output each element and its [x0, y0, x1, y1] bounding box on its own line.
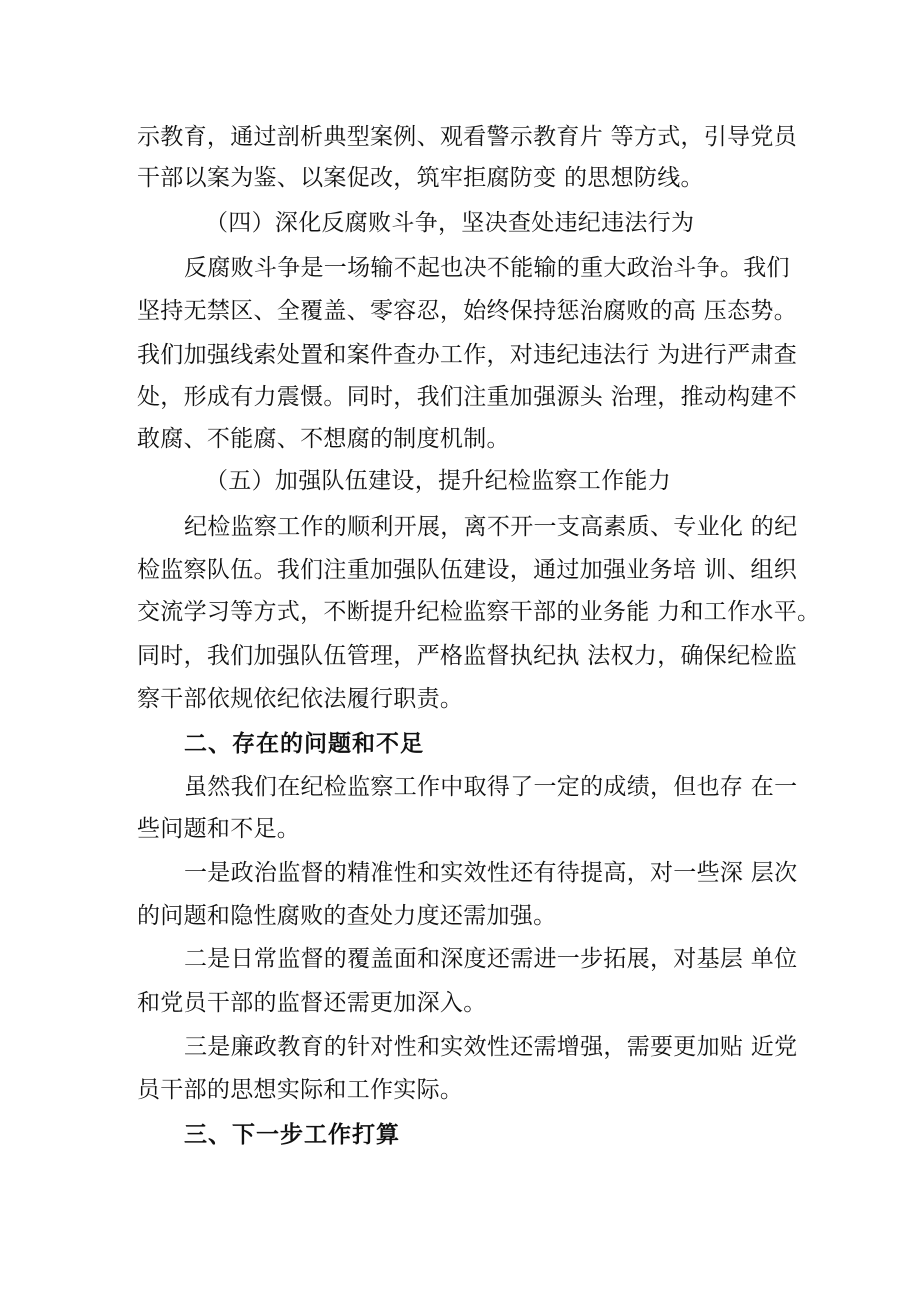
section-subheading-5: （五）加强队伍建设，提升纪检监察工作能力: [205, 468, 671, 494]
paragraph-line: 处，形成有力震慑。同时，我们注重加强源头 治理，推动构建不: [137, 384, 798, 410]
paragraph-line: 我们加强线索处置和案件查办工作，对违纪违法行 为进行严肃查: [137, 342, 798, 368]
paragraph-line: 交流学习等方式，不断提升纪检监察干部的业务能 力和工作水平。: [137, 599, 821, 625]
section-heading-3: 三、下一步工作打算: [184, 1122, 400, 1148]
paragraph-line: 员干部的思想实际和工作实际。: [137, 1077, 464, 1103]
paragraph-line: 敢腐、不能腐、不想腐的制度机制。: [137, 426, 510, 452]
paragraph-line: 二是日常监督的覆盖面和深度还需进一步拓展，对基层 单位: [184, 946, 798, 972]
paragraph-line: 的问题和隐性腐败的查处力度还需加强。: [137, 903, 557, 929]
section-heading-2: 二、存在的问题和不足: [184, 731, 424, 757]
paragraph-line: 察干部依规依纪依法履行职责。: [137, 686, 464, 712]
section-subheading-4: （四）深化反腐败斗争，坚决查处违纪违法行为: [205, 210, 695, 236]
paragraph-line: 反腐败斗争是一场输不起也决不能输的重大政治斗争。我们: [184, 255, 790, 281]
paragraph-line: 些问题和不足。: [137, 816, 301, 842]
paragraph-line: 和党员干部的监督还需更加深入。: [137, 990, 487, 1016]
paragraph-line: 虽然我们在纪检监察工作中取得了一定的成绩，但也存 在一: [184, 774, 798, 800]
paragraph-line: 纪检监察工作的顺利开展，离不开一支高素质、专业化 的纪: [184, 514, 798, 540]
paragraph-line: 一是政治监督的精准性和实效性还有待提高，对一些深 层次: [184, 860, 798, 886]
paragraph-line: 三是廉政教育的针对性和实效性还需增强，需要更加贴 近党: [184, 1034, 798, 1060]
paragraph-line: 示教育，通过剖析典型案例、观看警示教育片 等方式，引导党员: [137, 124, 798, 150]
paragraph-line: 同时，我们加强队伍管理，严格监督执纪执 法权力，确保纪检监: [137, 643, 798, 669]
paragraph-line: 检监察队伍。我们注重加强队伍建设，通过加强业务培 训、组织: [137, 557, 798, 583]
paragraph-line: 坚持无禁区、全覆盖、零容忍，始终保持惩治腐败的高 压态势。: [137, 298, 798, 324]
paragraph-line: 干部以案为鉴、以案促改，筑牢拒腐防变 的思想防线。: [137, 165, 704, 191]
